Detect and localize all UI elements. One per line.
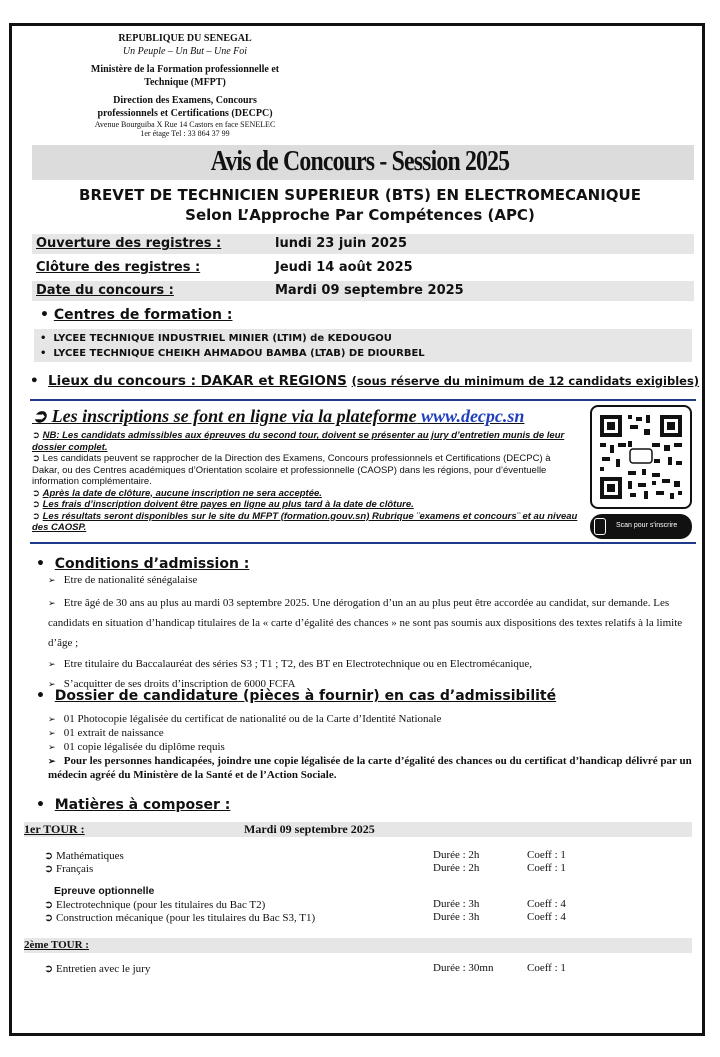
subject-duration: Durée : 2h: [433, 862, 480, 874]
registration-open-date: lundi 23 juin 2025: [275, 236, 407, 251]
decpc-link[interactable]: www.decpc.sn: [421, 406, 525, 426]
exam-date-label: Date du concours :: [36, 283, 174, 298]
subject-coeff: Coeff : 1: [527, 862, 566, 874]
centre-item: • LYCEE TECHNIQUE INDUSTRIEL MINIER (LTIM) de KEDOUGOU: [40, 333, 392, 344]
registration-close-date: Jeudi 14 août 2025: [275, 260, 413, 275]
inscriptions-heading: [32, 406, 524, 427]
dossier-text: 01 Photocopie légalisée du certificat de nationalité ou de la Carte d’Identité Nationale: [63, 713, 442, 725]
conditions-heading: • Conditions d’admission :: [36, 556, 250, 572]
subject-name: ➲ Entretien avec le jury: [44, 963, 151, 975]
page-title: Avis de Concours - Session 2025: [210, 145, 510, 177]
subject-duration: Durée : 3h: [433, 898, 480, 910]
condition-text: S’acquitter de ses droits d’inscription de 6000 FCFA: [63, 678, 296, 690]
direction-line1: Direction des Examens, Concours: [113, 95, 257, 106]
note-item: ➲ Les résultats seront disponibles sur le site du MFPT (formation.gouv.sn) Rubrique ¨examens et concours¨ et au niveau des CAOSP.: [32, 510, 578, 533]
divider-line: [30, 542, 696, 544]
condition-text: Etre titulaire du Baccalauréat des séries S3 ; T1 ; T2, des BT en Electrotechnique ou en Electromécanique,: [63, 658, 533, 670]
matieres-heading-text: Matières à composer :: [54, 797, 231, 813]
subject-name-text: Electrotechnique (pour les titulaires du Bac T2): [55, 899, 266, 911]
dossier-heading: • Dossier de candidature (pièces à fournir) en cas d’admissibilité: [36, 688, 557, 704]
tour1-date: Mardi 09 septembre 2025: [244, 822, 375, 836]
lieux-heading: Lieux du concours : DAKAR et REGIONS: [48, 373, 347, 389]
note-item: ➲ Après la date de clôture, aucune inscription ne sera acceptée.: [32, 487, 322, 499]
condition-item: ➢ S’acquitter de ses droits d’inscription de 6000 FCFA: [48, 678, 296, 690]
subject-name: ➲ Mathématiques: [44, 850, 124, 862]
subject-coeff: Coeff : 4: [527, 898, 566, 910]
subject-name: ➲ Construction mécanique (pour les titulaires du Bac S3, T1): [44, 912, 316, 924]
subject-duration: Durée : 30mn: [433, 962, 494, 974]
note-item: ➲ Les candidats peuvent se rapprocher de la Direction des Examens, Concours professionnels et Certifications (DECPC) à Dakar, ou des Centres académiques d’Orientation scolaire et professionnelle (CAOSP) dans les régions, pour d’éventuelle information complémentaire.: [32, 453, 551, 487]
divider-line: [30, 399, 696, 401]
optional-label: Epreuve optionnelle: [54, 885, 155, 897]
centres-heading-text: Centres de formation :: [53, 307, 233, 323]
condition-item: ➢ Etre titulaire du Baccalauréat des séries S3 ; T1 ; T2, des BT en Electrotechnique ou en Electromécanique,: [48, 658, 533, 670]
subtitle-line1: BREVET DE TECHNICIEN SUPERIEUR (BTS) EN ELECTROMECANIQUE: [79, 186, 641, 204]
tour2-label: 2ème TOUR :: [24, 939, 89, 951]
dossier-item: ➢ 01 Photocopie légalisée du certificat de nationalité ou de la Carte d’Identité Nationale: [48, 713, 442, 725]
scan-button[interactable]: [590, 514, 692, 539]
tour2-bg: [24, 938, 692, 953]
subject-coeff: Coeff : 4: [527, 911, 566, 923]
centres-heading: • Centres de formation :: [40, 307, 233, 323]
qr-code-icon: [592, 407, 690, 507]
direction-line2: professionnels et Certifications (DECPC): [97, 107, 273, 119]
matieres-heading: • Matières à composer :: [36, 797, 231, 813]
tour1-label: 1er TOUR :: [24, 822, 85, 836]
arrow-icon: ➲: [32, 406, 48, 426]
dossier-heading-text: Dossier de candidature (pièces à fournir) en cas d’admissibilité: [54, 688, 557, 704]
subject-coeff: Coeff : 1: [527, 962, 566, 974]
exam-date: Mardi 09 septembre 2025: [275, 283, 464, 298]
note-item: ➲ NB: Les candidats admissibles aux épreuves du second tour, doivent se présenter au jury d’entretien munis de leur dossier complet.: [32, 430, 565, 453]
condition-item: ➢ Etre âgé de 30 ans au plus au mardi 03 septembre 2025. Une dérogation d’un an au plus peut être accordée au candidat, sur demande. Les candidats en situation d’handicap titulaires de la « carte d’égalité des chances » ne sont pas soumis aux dispositions des textes relatifs à la limite d’âge ;: [48, 597, 683, 649]
note-item: ➲ Les frais d’inscription doivent être payes en ligne au plus tard à la date de clôture.: [32, 499, 414, 510]
note-text: Les résultats seront disponibles sur le site du MFPT (formation.gouv.sn) Rubrique ¨examens et concours¨ et au niveau des CAOSP.: [32, 510, 578, 533]
note-text: Les frais d’inscription doivent être payes en ligne au plus tard à la date de clôture.: [42, 499, 414, 510]
note-text: NB: Les candidats admissibles aux épreuves du second tour, doivent se présenter au jury d’entretien munis de leur dossier complet.: [32, 430, 565, 453]
address-line1: Avenue Bourguiba X Rue 14 Castors en face SENELEC: [94, 120, 276, 129]
address-line2: 1er étage Tel : 33 864 37 99: [140, 129, 230, 138]
country-name: REPUBLIQUE DU SENEGAL: [118, 33, 252, 44]
note-text: Après la date de clôture, aucune inscription ne sera acceptée.: [42, 487, 322, 499]
subject-name: ➲ Français: [44, 863, 94, 875]
qr-code[interactable]: [590, 405, 692, 509]
dossier-text: 01 copie légalisée du diplôme requis: [63, 741, 225, 753]
subject-name-text: Mathématiques: [55, 850, 124, 862]
subject-name-text: Français: [55, 863, 94, 875]
registration-close-label: Clôture des registres :: [36, 260, 201, 275]
dossier-list: [48, 712, 692, 782]
dossier-text: Pour les personnes handicapées, joindre une copie légalisée de la carte d’égalité des chances ou du certificat d’handicap délivré par un médecin agréé du Ministère de la Santé et de l’Action Sociale.: [48, 755, 692, 781]
registration-open-label: Ouverture des registres :: [36, 236, 222, 251]
conditions-list: [48, 573, 692, 691]
phone-icon: [594, 518, 606, 535]
national-motto: Un Peuple – Un But – Une Foi: [122, 45, 248, 57]
inscriptions-heading-text: Les inscriptions se font en ligne via la plateforme: [51, 406, 417, 426]
dossier-item: ➢ Pour les personnes handicapées, joindre une copie légalisée de la carte d’égalité des chances ou du certificat d’handicap délivré par un médecin agréé du Ministère de la Santé et de l’Action Sociale.: [48, 755, 692, 781]
dossier-text: 01 extrait de naissance: [63, 727, 164, 739]
dossier-item: ➢ 01 copie légalisée du diplôme requis: [48, 741, 225, 753]
condition-text: Etre de nationalité sénégalaise: [63, 574, 198, 586]
lieux-note: (sous réserve du minimum de 12 candidats exigibles): [351, 374, 700, 388]
subtitle-line2: Selon L’Approche Par Compétences (APC): [185, 206, 535, 224]
subject-name-text: Construction mécanique (pour les titulaires du Bac S3, T1): [55, 912, 316, 924]
lieux-line: • Lieux du concours : DAKAR et REGIONS (sous réserve du minimum de 12 candidats exigibles): [30, 373, 700, 389]
condition-text: Etre âgé de 30 ans au plus au mardi 03 septembre 2025. Une dérogation d’un an au plus peut être accordée au candidat, sur demande. Les candidats en situation d’handicap titulaires de la « carte d’égalité des chances » ne sont pas soumis aux dispositions des textes relatifs à la limite d’âge ;: [48, 597, 683, 649]
condition-item: ➢ Etre de nationalité sénégalaise: [48, 574, 198, 586]
subject-duration: Durée : 3h: [433, 911, 480, 923]
conditions-heading-text: Conditions d’admission :: [54, 556, 250, 572]
centre-item-text: LYCEE TECHNIQUE INDUSTRIEL MINIER (LTIM) de KEDOUGOU: [53, 333, 392, 344]
subject-duration: Durée : 2h: [433, 849, 480, 861]
inscription-notes: [32, 430, 580, 534]
scan-label: Scan pour s'inscrire: [616, 522, 678, 529]
subject-coeff: Coeff : 1: [527, 849, 566, 861]
centre-item-text: LYCEE TECHNIQUE CHEIKH AHMADOU BAMBA (LTAB) DE DIOURBEL: [53, 348, 425, 359]
header-block: [60, 33, 310, 138]
ministry-line2: Technique (MFPT): [144, 76, 226, 88]
centre-item: • LYCEE TECHNIQUE CHEIKH AHMADOU BAMBA (LTAB) DE DIOURBEL: [40, 348, 425, 359]
subject-name: ➲ Electrotechnique (pour les titulaires du Bac T2): [44, 899, 266, 911]
note-text: Les candidats peuvent se rapprocher de la Direction des Examens, Concours professionnels et Certifications (DECPC) à Dakar, ou des Centres académiques d’Orientation scolaire et professionnelle (CAOSP) dans les régions, pour d’éventuelle information complémentaire.: [32, 453, 551, 487]
subject-name-text: Entretien avec le jury: [55, 963, 151, 975]
dossier-item: ➢ 01 extrait de naissance: [48, 727, 164, 739]
ministry-line1: Ministère de la Formation professionnelle et: [90, 64, 280, 75]
